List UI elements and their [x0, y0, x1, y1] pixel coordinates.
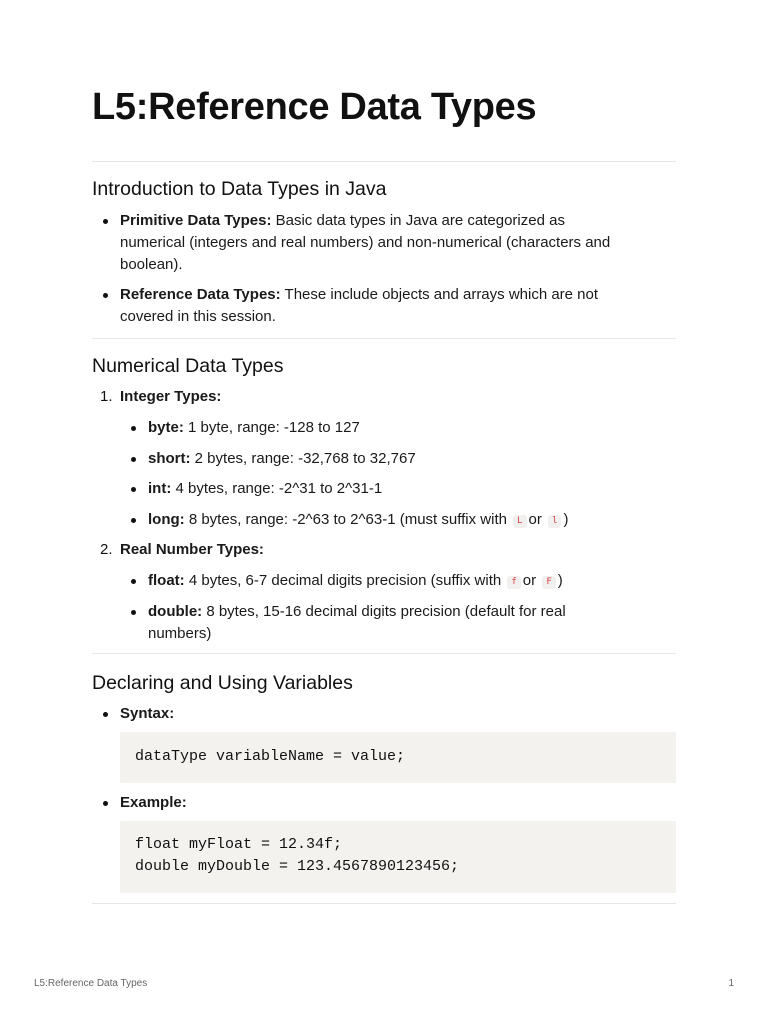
bullet-icon [131, 426, 136, 431]
code-line: double myDouble = 123.4567890123456; [135, 858, 460, 875]
item-label: Example: [120, 794, 187, 811]
bullet-icon [131, 487, 136, 492]
bullet-icon [131, 518, 136, 523]
item-text: ) [557, 572, 563, 589]
divider [92, 653, 676, 654]
inline-code: L [513, 515, 526, 528]
bullet-icon [103, 712, 108, 717]
item-text: 1 byte, range: -128 to 127 [188, 419, 360, 436]
section-heading-intro: Introduction to Data Types in Java [92, 178, 387, 200]
inline-code: f [507, 576, 520, 589]
section-heading-numerical: Numerical Data Types [92, 355, 284, 377]
item-label: Syntax: [120, 705, 175, 722]
list-item [148, 601, 676, 645]
bullet-icon [103, 293, 108, 298]
list-item [148, 417, 360, 439]
item-label: byte: [148, 419, 184, 436]
divider [92, 161, 676, 162]
item-text: 8 bytes, range: -2^63 to 2^63-1 (must suffix with [188, 511, 507, 528]
page-number: 1 [728, 978, 734, 989]
item-text: 4 bytes, range: -2^31 to 2^31-1 [175, 480, 383, 497]
bullet-icon [103, 801, 108, 806]
list-item [148, 448, 416, 470]
inline-code: l [548, 515, 561, 528]
list-number: 1. [100, 388, 113, 405]
list-item [120, 386, 221, 408]
list-item [148, 478, 382, 500]
divider [92, 903, 676, 904]
item-label: float: [148, 572, 185, 589]
item-text: ) [563, 511, 569, 528]
divider [92, 338, 676, 339]
item-text: covered in this session. [120, 308, 276, 325]
item-text: or [522, 572, 537, 589]
footer-title: L5:Reference Data Types [34, 978, 148, 989]
list-item [120, 284, 676, 328]
item-label: Reference Data Types: [120, 286, 281, 303]
list-item [120, 792, 187, 814]
list-item [148, 570, 563, 592]
list-number: 2. [100, 541, 113, 558]
item-label: Integer Types: [120, 388, 222, 405]
item-text: 8 bytes, 15-16 decimal digits precision (default for real [206, 603, 566, 620]
item-text: numbers) [148, 625, 212, 642]
page-title: L5:Reference Data Types [92, 86, 537, 128]
item-label: long: [148, 511, 185, 528]
bullet-icon [103, 219, 108, 224]
inline-code: F [542, 576, 555, 589]
list-item [120, 703, 174, 725]
bullet-icon [131, 610, 136, 615]
list-item [120, 210, 676, 276]
code-block-syntax [120, 732, 676, 783]
list-item [148, 509, 568, 531]
item-label: double: [148, 603, 203, 620]
item-text: numerical (integers and real numbers) and non-numerical (characters and [120, 234, 611, 251]
code-line: float myFloat = 12.34f; [135, 836, 343, 853]
item-text: 4 bytes, 6-7 decimal digits precision (suffix with [188, 572, 502, 589]
item-label: short: [148, 450, 191, 467]
list-item [120, 539, 264, 561]
item-text: 2 bytes, range: -32,768 to 32,767 [194, 450, 416, 467]
item-text: or [528, 511, 542, 528]
item-text: Basic data types in Java are categorized as [275, 212, 565, 229]
code-line: dataType variableName = value; [135, 748, 406, 765]
code-block-example [120, 821, 676, 893]
item-label: Primitive Data Types: [120, 212, 272, 229]
section-heading-declaring: Declaring and Using Variables [92, 672, 353, 694]
item-label: int: [148, 480, 172, 497]
item-text: boolean). [120, 256, 183, 273]
item-text: These include objects and arrays which are not [284, 286, 599, 303]
item-label: Real Number Types: [120, 541, 264, 558]
bullet-icon [131, 579, 136, 584]
bullet-icon [131, 457, 136, 462]
